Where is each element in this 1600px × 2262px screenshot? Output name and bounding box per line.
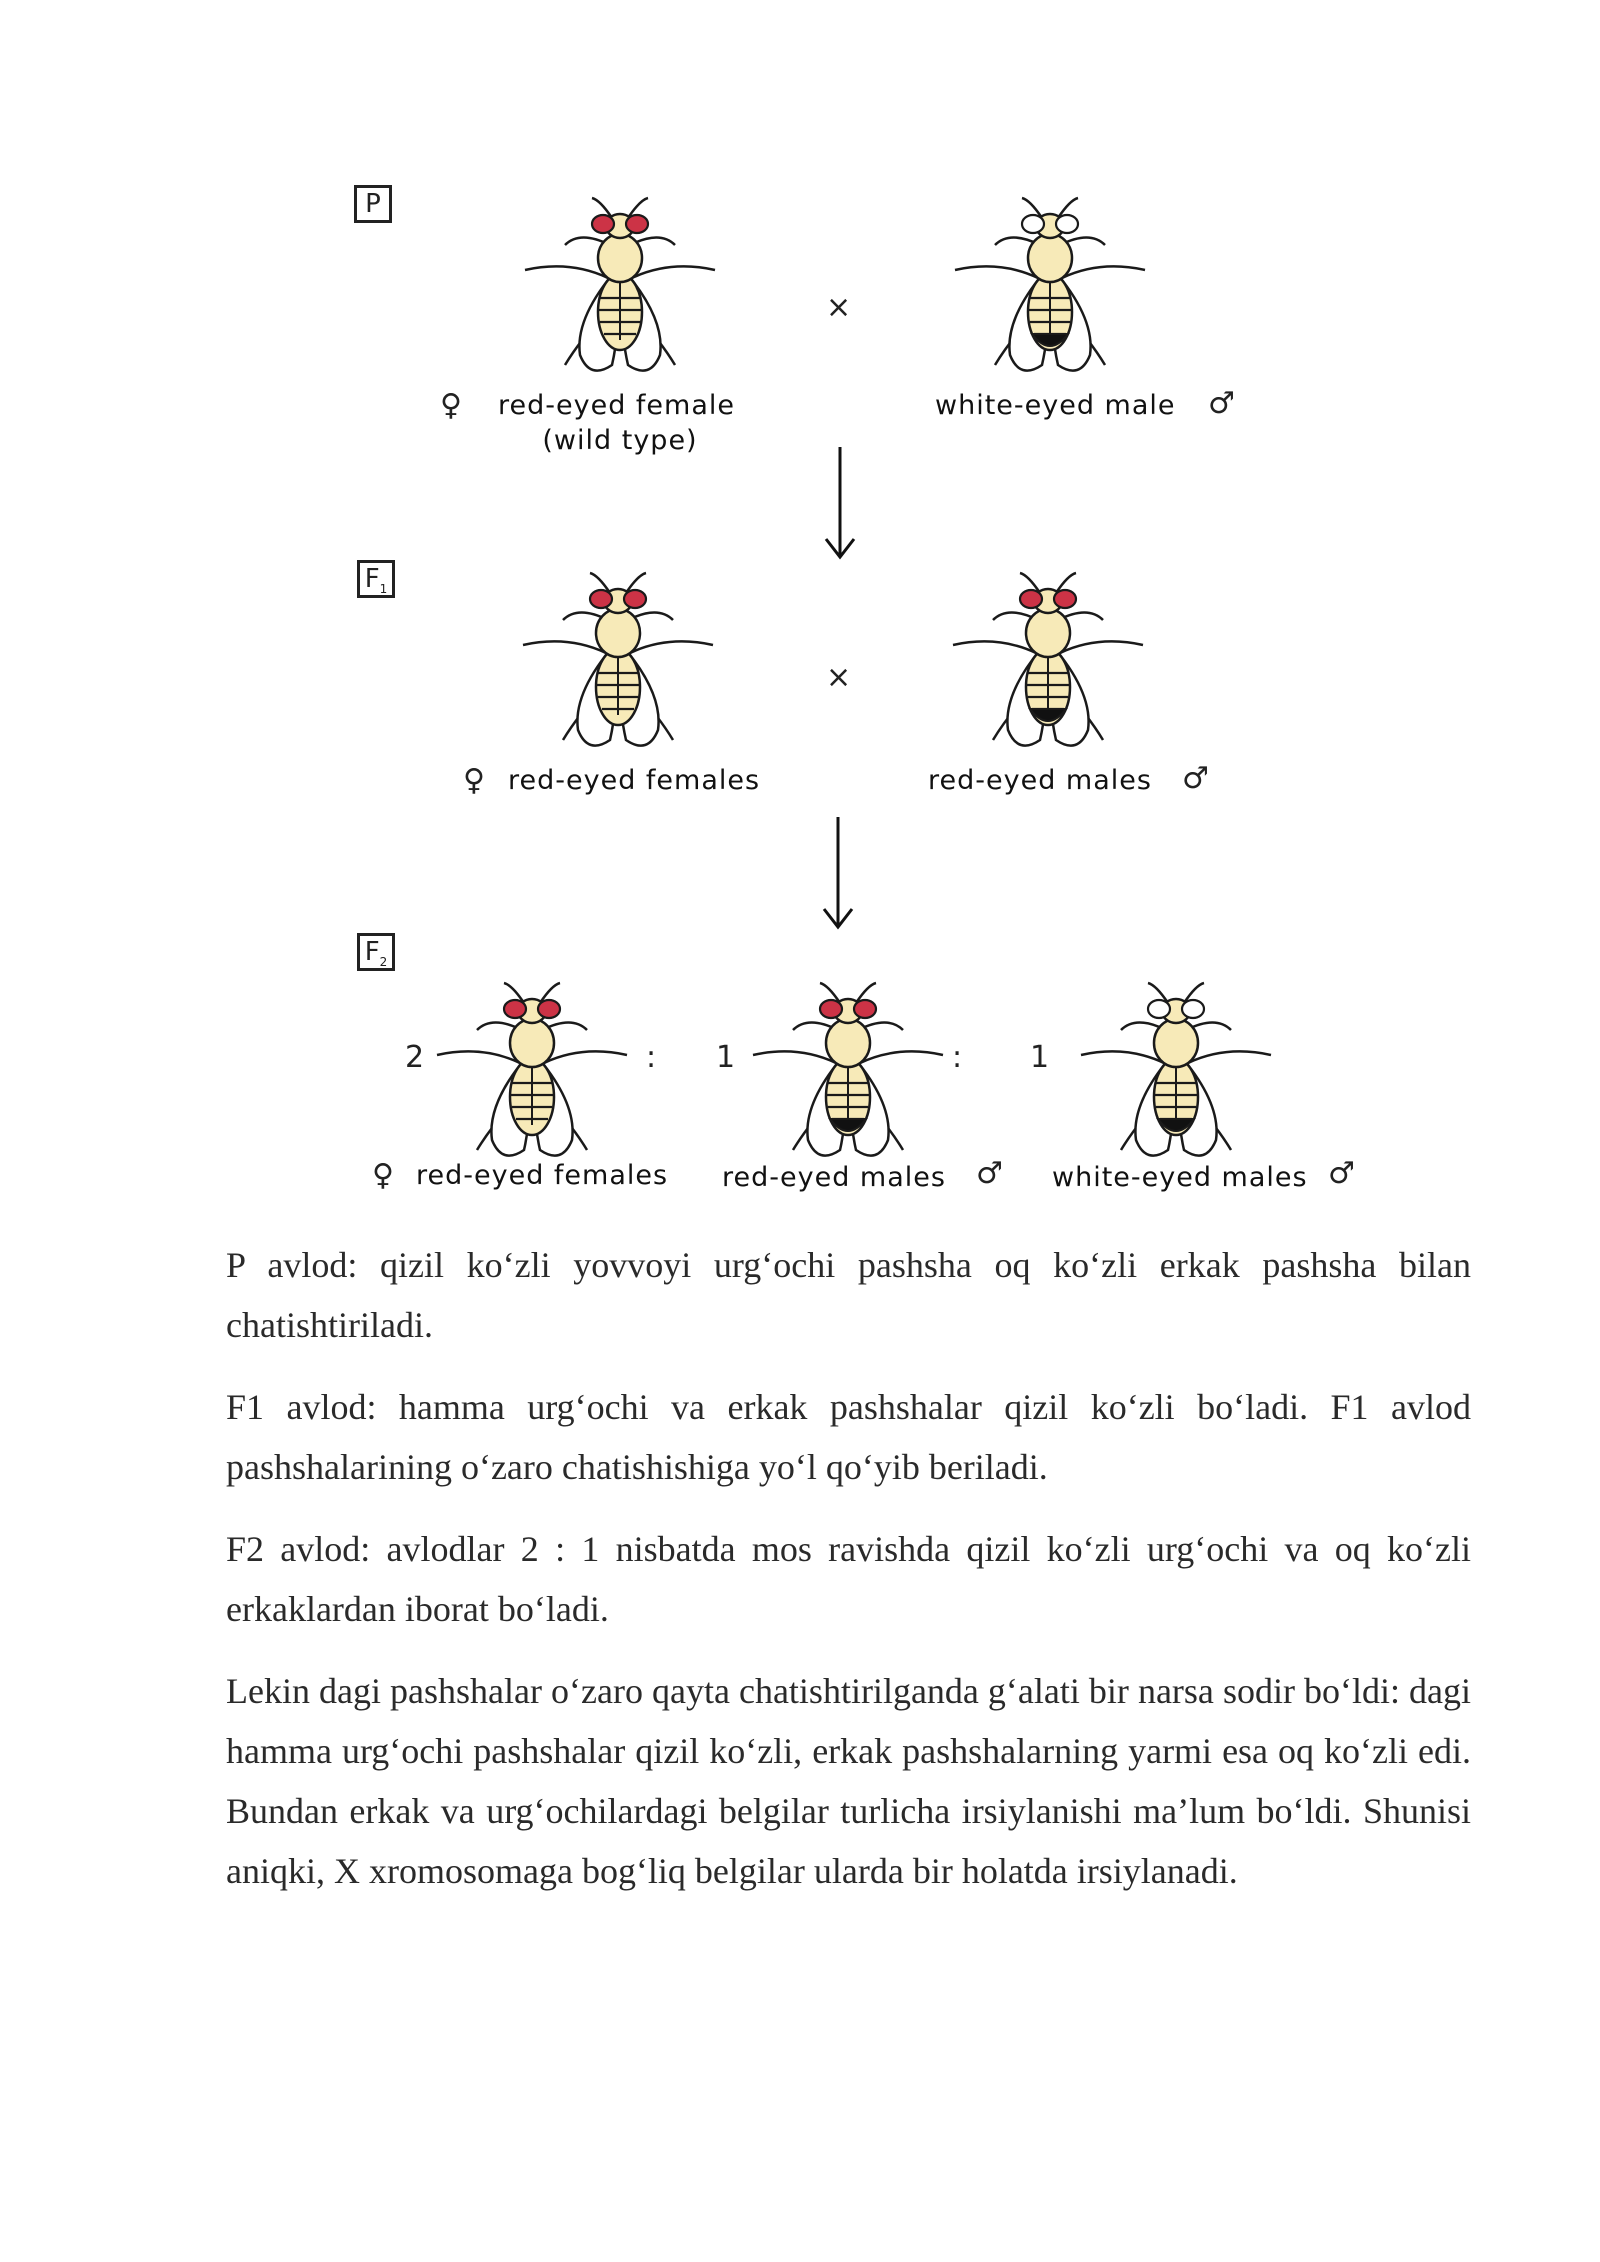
paragraph-f2-generation: F2 avlod: avlodlar 2 : 1 nisbatda mos ravishda qizil ko‘zli urg‘ochi va oq ko‘zli erkaklardan iborat bo‘ladi. — [226, 1529, 1471, 1629]
female-symbol-icon: ♀ — [372, 1158, 394, 1193]
f1-red-eyed-male-fly — [948, 565, 1148, 755]
f1-male-label: red-eyed males — [928, 765, 1152, 796]
female-symbol-icon: ♀ — [463, 763, 485, 798]
generation-p-label: P — [365, 189, 381, 219]
p-female-label: red-eyed female — [498, 390, 735, 421]
ratio-separator: : — [646, 1040, 657, 1075]
ratio-value-white-males: 1 — [1030, 1040, 1050, 1075]
f2-red-eyed-female-fly — [432, 975, 632, 1165]
male-symbol-icon: ♂ — [1328, 1156, 1355, 1191]
generation-f1-box — [357, 560, 395, 598]
f1-to-f2-arrow — [818, 815, 858, 935]
p-male-label: white-eyed male — [935, 390, 1176, 421]
f2-female-label: red-eyed females — [416, 1160, 669, 1191]
female-symbol-icon: ♀ — [440, 388, 462, 423]
generation-p-box — [354, 185, 392, 223]
f2-red-eyed-male-fly — [748, 975, 948, 1165]
f1-female-label: red-eyed females — [508, 765, 761, 796]
p-white-eyed-male-fly — [950, 190, 1150, 380]
male-symbol-icon: ♂ — [1182, 761, 1209, 796]
generation-f1-sub: 1 — [379, 582, 388, 597]
f1-red-eyed-female-fly — [518, 565, 718, 755]
generation-f2-sub: 2 — [379, 955, 388, 970]
ratio-separator: : — [952, 1040, 963, 1075]
f2-white-eyed-male-fly — [1076, 975, 1276, 1165]
p-red-eyed-female-fly — [520, 190, 720, 380]
paragraph-f1-generation: F1 avlod: hamma urg‘ochi va erkak pashshalar qizil ko‘zli bo‘ladi. F1 avlod pashshalarining o‘zaro chatishishiga yo‘l qo‘yib beriladi. — [226, 1387, 1471, 1487]
paragraph-conclusion: Lekin dagi pashshalar o‘zaro qayta chatishtirilganda g‘alati bir narsa sodir bo‘ldi: dagi hamma urg‘ochi pashshalar qizil ko‘zli, erkak pashshalarning yarmi esa oq ko‘zli edi. Bundan erkak va urg‘ochilardagi belgilar turlicha irsiylanishi ma’lum bo‘ldi. Shunisi aniqki, X xromosomaga bog‘liq belgilar ularda bir holatda irsiylanadi. — [226, 1671, 1471, 1891]
f1-cross-symbol: × — [826, 660, 852, 695]
male-symbol-icon: ♂ — [976, 1156, 1003, 1191]
p-to-f1-arrow — [820, 445, 860, 565]
generation-f2-label: F — [364, 937, 380, 967]
f2-red-male-label: red-eyed males — [722, 1162, 946, 1193]
generation-f2-box — [357, 933, 395, 971]
generation-f1-label: F — [364, 564, 380, 594]
ratio-value-females: 2 — [405, 1040, 425, 1075]
ratio-value-red-males: 1 — [716, 1040, 736, 1075]
p-cross-symbol: × — [826, 290, 852, 325]
p-female-note: (wild type) — [542, 425, 698, 456]
paragraph-p-generation: P avlod: qizil ko‘zli yovvoyi urg‘ochi pashsha oq ko‘zli erkak pashsha bilan chatishtiriladi. — [226, 1245, 1471, 1345]
male-symbol-icon: ♂ — [1208, 386, 1235, 421]
f2-white-male-label: white-eyed males — [1052, 1162, 1308, 1193]
